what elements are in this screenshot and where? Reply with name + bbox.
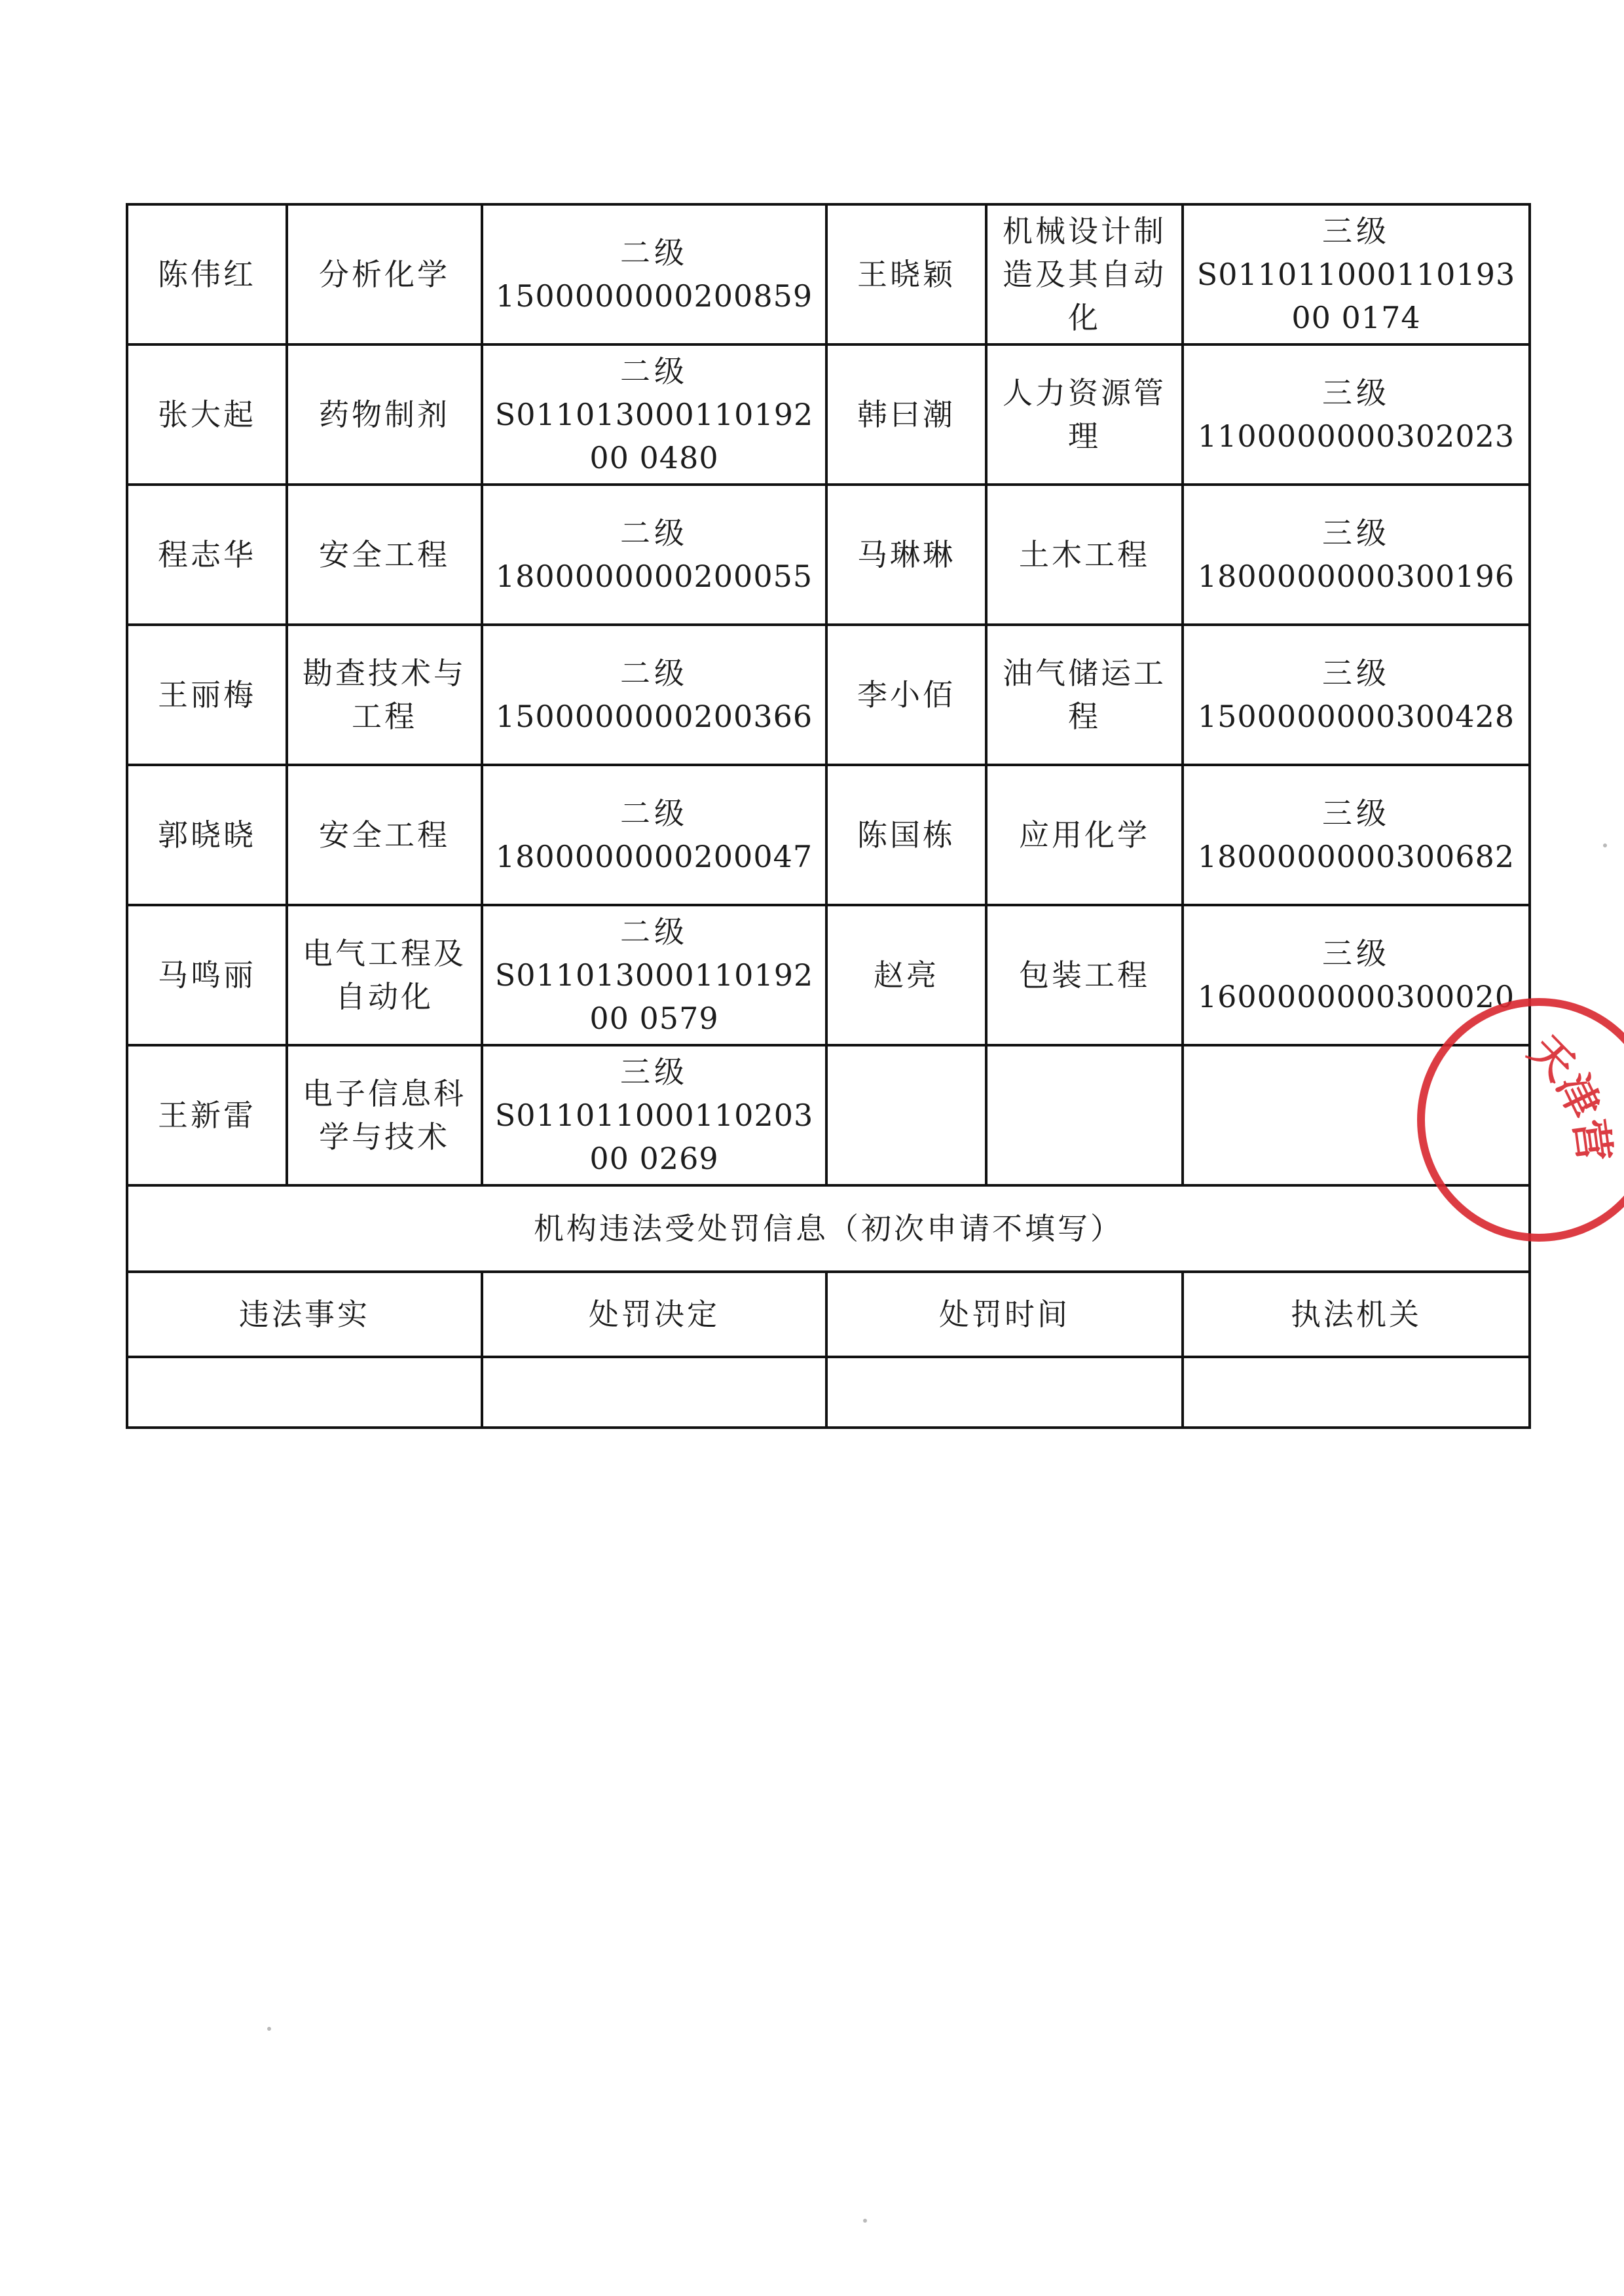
cert-number: 1500000000300428 <box>1197 699 1515 734</box>
staff-name: 程志华 <box>127 485 287 625</box>
staff-major: 安全工程 <box>287 765 482 905</box>
staff-name: 李小佰 <box>826 625 986 765</box>
staff-certificate <box>482 765 826 905</box>
penalty-header-authority: 执法机关 <box>1183 1272 1530 1357</box>
staff-name: 陈伟红 <box>127 204 287 344</box>
cert-number: S01101300011019200 0480 <box>494 397 814 475</box>
staff-certificate <box>1183 625 1530 765</box>
staff-major: 应用化学 <box>986 765 1183 905</box>
staff-major: 油气储运工程 <box>986 625 1183 765</box>
staff-certificate <box>482 204 826 344</box>
staff-certificate <box>482 905 826 1045</box>
cert-level: 三级 <box>1322 796 1390 831</box>
staff-major: 勘查技术与工程 <box>287 625 482 765</box>
staff-certificate <box>482 485 826 625</box>
staff-certificate <box>1183 1045 1530 1185</box>
penalty-data-row <box>127 1357 1530 1428</box>
staff-major: 安全工程 <box>287 485 482 625</box>
cert-level: 二级 <box>620 656 688 691</box>
staff-row <box>127 1045 1530 1185</box>
staff-row <box>127 765 1530 905</box>
cert-level: 二级 <box>620 354 688 389</box>
staff-major: 人力资源管理 <box>986 344 1183 485</box>
staff-qualification-table <box>126 203 1531 1429</box>
staff-certificate <box>1183 905 1530 1045</box>
staff-major: 电子信息科学与技术 <box>287 1045 482 1185</box>
staff-major <box>986 1045 1183 1185</box>
cert-level: 三级 <box>1322 515 1390 551</box>
staff-row <box>127 485 1530 625</box>
cert-number: 1800000000200047 <box>495 839 813 874</box>
staff-certificate <box>1183 344 1530 485</box>
cert-level: 三级 <box>1322 656 1390 691</box>
staff-name: 张大起 <box>127 344 287 485</box>
staff-certificate <box>1183 485 1530 625</box>
staff-table-body <box>127 204 1530 1428</box>
scan-speck <box>863 2219 867 2223</box>
seal-text: 天津营 <box>1519 1026 1618 1165</box>
staff-name <box>826 1045 986 1185</box>
penalty-cell <box>482 1357 826 1428</box>
staff-name: 王晓颖 <box>826 204 986 344</box>
staff-row <box>127 625 1530 765</box>
cert-level: 二级 <box>620 235 688 270</box>
cert-number: 1500000000200366 <box>495 699 813 734</box>
staff-certificate <box>482 344 826 485</box>
cert-level: 三级 <box>1322 936 1390 971</box>
staff-name: 王新雷 <box>127 1045 287 1185</box>
staff-certificate <box>482 1045 826 1185</box>
staff-name: 马鸣丽 <box>127 905 287 1045</box>
staff-name: 郭晓晓 <box>127 765 287 905</box>
cert-level: 三级 <box>1322 375 1390 411</box>
cert-number: S01101100011019300 0174 <box>1196 257 1516 335</box>
cert-number: 1800000000300196 <box>1197 559 1515 594</box>
cert-number: 1100000000302023 <box>1197 418 1515 454</box>
cert-level: 二级 <box>620 515 688 551</box>
penalty-header-row <box>127 1272 1530 1357</box>
staff-major: 电气工程及自动化 <box>287 905 482 1045</box>
penalty-header-violation: 违法事实 <box>127 1272 482 1357</box>
penalty-cell <box>127 1357 482 1428</box>
staff-row <box>127 204 1530 344</box>
cert-level: 二级 <box>620 796 688 831</box>
staff-name: 韩曰潮 <box>826 344 986 485</box>
cert-number: S01101300011019200 0579 <box>494 957 814 1036</box>
cert-number: 1800000000300682 <box>1197 839 1515 874</box>
cert-number: 1600000000300020 <box>1197 979 1515 1014</box>
staff-name: 马琳琳 <box>826 485 986 625</box>
cert-level: 二级 <box>620 914 688 950</box>
cert-level: 三级 <box>1322 213 1390 249</box>
cert-number: 1800000000200055 <box>495 559 813 594</box>
penalty-cell <box>826 1357 1183 1428</box>
scan-speck <box>267 2027 271 2031</box>
staff-certificate <box>1183 204 1530 344</box>
penalty-section-row <box>127 1185 1530 1272</box>
staff-name: 陈国栋 <box>826 765 986 905</box>
staff-major: 机械设计制造及其自动化 <box>986 204 1183 344</box>
staff-certificate <box>482 625 826 765</box>
staff-row <box>127 344 1530 485</box>
scan-speck <box>1603 843 1607 847</box>
penalty-section-title: 机构违法受处罚信息（初次申请不填写） <box>127 1185 1530 1272</box>
staff-major: 药物制剂 <box>287 344 482 485</box>
penalty-header-time: 处罚时间 <box>826 1272 1183 1357</box>
cert-number: 1500000000200859 <box>495 278 813 314</box>
penalty-header-decision: 处罚决定 <box>482 1272 826 1357</box>
cert-level: 三级 <box>620 1054 688 1090</box>
penalty-cell <box>1183 1357 1530 1428</box>
staff-certificate <box>1183 765 1530 905</box>
staff-major: 土木工程 <box>986 485 1183 625</box>
staff-name: 王丽梅 <box>127 625 287 765</box>
staff-name: 赵亮 <box>826 905 986 1045</box>
cert-number: S01101100011020300 0269 <box>494 1098 814 1176</box>
staff-major: 包装工程 <box>986 905 1183 1045</box>
staff-major: 分析化学 <box>287 204 482 344</box>
staff-row <box>127 905 1530 1045</box>
